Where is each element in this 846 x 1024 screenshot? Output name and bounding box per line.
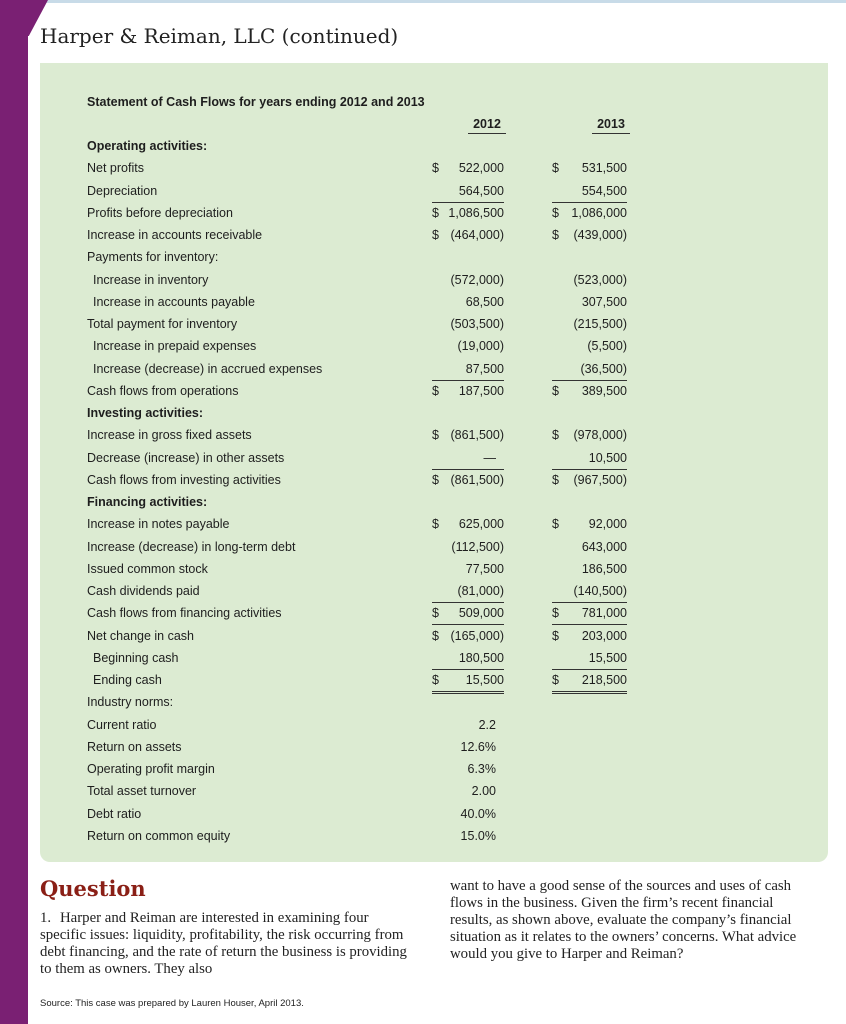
statement-row: [87, 317, 647, 335]
statement-row: [87, 495, 647, 513]
row-label: Total asset turnover: [87, 784, 197, 799]
amount-2013: 643,000: [581, 539, 627, 554]
value-cell-2013: [552, 295, 627, 313]
value-cell-2012: [432, 807, 504, 825]
value-cell-2012: [432, 718, 504, 736]
row-label: Financing activities:: [87, 495, 208, 509]
currency-symbol: $: [432, 161, 439, 176]
value-cell-2013: [552, 228, 627, 246]
row-label: Ending cash: [93, 673, 162, 687]
value-cell-2013: [552, 562, 627, 580]
amount-2012: 2.00: [471, 784, 496, 799]
value-cell-2013: [552, 629, 627, 647]
amount-2012: (464,000): [450, 228, 504, 242]
statement-row: [87, 740, 647, 758]
amount-2013: (5,500): [587, 339, 627, 354]
amount-2012: 509,000: [458, 606, 504, 621]
amount-2012: 15,500: [465, 673, 504, 687]
currency-symbol: $: [432, 673, 439, 687]
amount-2012: 87,500: [465, 361, 504, 376]
row-label: Total payment for inventory: [87, 317, 238, 331]
value-cell-2013: [552, 184, 627, 203]
amount-2013: (36,500): [580, 361, 627, 376]
value-cell-2013: [552, 362, 627, 381]
amount-2012: 12.6%: [460, 739, 496, 754]
statement-row: [87, 517, 647, 535]
currency-symbol: $: [552, 606, 559, 621]
amount-2012: (861,500): [450, 472, 504, 487]
amount-2013: 389,500: [581, 383, 627, 398]
amount-2012: 68,500: [465, 294, 504, 309]
value-cell-2012: [432, 651, 504, 670]
statement-row: [87, 584, 647, 602]
value-cell-2013: [552, 584, 627, 603]
statement-row: [87, 428, 647, 446]
row-label: Current ratio: [87, 717, 157, 732]
value-cell-2013: [552, 651, 627, 670]
statement-row: [87, 718, 647, 736]
statement-row: [87, 651, 647, 669]
value-cell-2012: [432, 473, 504, 491]
amount-2013: 203,000: [581, 628, 627, 643]
amount-2012: —: [483, 450, 496, 465]
amount-2013: (439,000): [573, 228, 627, 242]
value-cell-2013: [552, 540, 627, 558]
amount-2012: (572,000): [450, 272, 504, 287]
question-text-right: want to have a good sense of the sources and uses of cash flows in the business. Given the firm’s recent financial results, as shown above, evaluate the company’s financial situation as it relates to the owners’ concerns. What advice would you give to Harper and Reiman?: [450, 878, 797, 962]
value-cell-2012: [432, 317, 504, 335]
statement-row: [87, 384, 647, 402]
statement-row: [87, 206, 647, 224]
amount-2012: 625,000: [458, 517, 504, 532]
currency-symbol: $: [552, 383, 559, 398]
question-body-left: Harper and Reiman are interested in examining four specific issues: liquidity, profitability, the risk occurring from debt financing, and the rate of return the business is providing to them as owners. They also: [40, 910, 407, 977]
question-number: 1.: [40, 910, 52, 926]
value-cell-2012: [432, 273, 504, 291]
value-cell-2012: [432, 606, 504, 625]
statement-row: [87, 829, 647, 847]
amount-2012: (861,500): [450, 428, 504, 443]
row-label: Cash flows from operations: [87, 383, 239, 398]
statement-row: [87, 562, 647, 580]
value-cell-2012: [432, 784, 504, 802]
amount-2012: 2.2: [478, 717, 496, 732]
amount-2013: (967,500): [573, 472, 627, 487]
value-cell-2013: [552, 206, 627, 224]
currency-symbol: $: [432, 383, 439, 398]
amount-2012: (81,000): [457, 584, 504, 598]
amount-2012: 15.0%: [460, 828, 496, 843]
column-header-2013: 2013: [592, 117, 630, 134]
amount-2013: 10,500: [588, 450, 627, 465]
amount-2012: (503,500): [450, 317, 504, 331]
row-label: Operating profit margin: [87, 762, 215, 776]
amount-2012: 564,500: [458, 183, 504, 198]
source-note: Source: This case was prepared by Lauren Houser, April 2013.: [40, 998, 304, 1009]
row-label: Increase in gross fixed assets: [87, 428, 252, 443]
amount-2013: (215,500): [573, 317, 627, 331]
amount-2012: (165,000): [450, 628, 504, 643]
amount-2013: 218,500: [581, 673, 627, 687]
value-cell-2012: [432, 161, 504, 179]
statement-row: [87, 139, 647, 157]
amount-2013: (978,000): [573, 428, 627, 443]
row-label: Increase in notes payable: [87, 517, 230, 532]
row-label: Increase in accounts receivable: [87, 228, 263, 242]
row-label: Increase (decrease) in long-term debt: [87, 539, 296, 554]
currency-symbol: $: [432, 205, 439, 220]
value-cell-2012: [432, 228, 504, 246]
statement-row: [87, 673, 647, 691]
row-label: Payments for inventory:: [87, 250, 219, 265]
top-rule: [0, 0, 846, 3]
statement-row: [87, 762, 647, 780]
amount-2012: 522,000: [458, 161, 504, 176]
currency-symbol: $: [552, 161, 559, 176]
currency-symbol: $: [552, 428, 559, 443]
currency-symbol: $: [432, 517, 439, 532]
value-cell-2013: [552, 428, 627, 446]
value-cell-2013: [552, 339, 627, 357]
value-cell-2012: [432, 762, 504, 780]
row-label: Debt ratio: [87, 806, 142, 821]
amount-2013: 554,500: [581, 183, 627, 198]
statement-row: [87, 695, 647, 713]
statement-row: [87, 273, 647, 291]
amount-2012: 40.0%: [460, 806, 496, 821]
statement-row: [87, 451, 647, 469]
currency-symbol: $: [552, 472, 559, 487]
row-label: Return on common equity: [87, 828, 231, 843]
row-label: Increase in accounts payable: [93, 294, 255, 309]
value-cell-2013: [552, 317, 627, 335]
value-cell-2012: [432, 295, 504, 313]
amount-2012: 77,500: [465, 561, 504, 576]
amount-2013: 307,500: [581, 294, 627, 309]
row-label: Net change in cash: [87, 628, 195, 643]
statement-row: [87, 228, 647, 246]
value-cell-2012: [432, 451, 504, 470]
currency-symbol: $: [552, 228, 559, 242]
value-cell-2013: [552, 473, 627, 491]
currency-symbol: $: [552, 628, 559, 643]
value-cell-2012: [432, 184, 504, 203]
amount-2012: (19,000): [457, 339, 504, 354]
currency-symbol: $: [432, 472, 439, 487]
amount-2012: 1,086,500: [448, 205, 504, 220]
statement-row: [87, 362, 647, 380]
row-label: Operating activities:: [87, 139, 208, 153]
row-label: Increase in prepaid expenses: [93, 339, 257, 354]
value-cell-2013: [552, 451, 627, 470]
value-cell-2013: [552, 273, 627, 291]
row-label: Return on assets: [87, 739, 182, 754]
amount-2013: 781,000: [581, 606, 627, 621]
amount-2012: 187,500: [458, 383, 504, 398]
amount-2013: (140,500): [573, 584, 627, 598]
side-accent-bar: [0, 0, 28, 1024]
statement-row: [87, 406, 647, 424]
row-label: Issued common stock: [87, 561, 208, 576]
value-cell-2012: [432, 673, 504, 694]
question-text-left: [40, 910, 408, 978]
statement-row: [87, 184, 647, 202]
row-label: Cash dividends paid: [87, 584, 200, 598]
value-cell-2012: [432, 339, 504, 357]
row-label: Cash flows from financing activities: [87, 606, 282, 621]
value-cell-2012: [432, 740, 504, 758]
row-label: Profits before depreciation: [87, 205, 233, 220]
value-cell-2012: [432, 562, 504, 580]
currency-symbol: $: [432, 628, 439, 643]
amount-2013: (523,000): [573, 272, 627, 287]
row-label: Increase in inventory: [93, 272, 209, 287]
statement-row: [87, 339, 647, 357]
statement-row: [87, 784, 647, 802]
statement-row: [87, 629, 647, 647]
value-cell-2012: [432, 629, 504, 647]
amount-2013: 186,500: [581, 561, 627, 576]
currency-symbol: $: [552, 673, 559, 687]
value-cell-2012: [432, 517, 504, 535]
currency-symbol: $: [432, 606, 439, 621]
row-label: Increase (decrease) in accrued expenses: [93, 361, 323, 376]
currency-symbol: $: [552, 517, 559, 532]
statement-row: [87, 161, 647, 179]
page-title: Harper & Reiman, LLC (continued): [40, 24, 399, 48]
amount-2013: 15,500: [588, 650, 627, 665]
row-label: Net profits: [87, 161, 144, 176]
currency-symbol: $: [432, 228, 439, 242]
value-cell-2013: [552, 517, 627, 535]
value-cell-2013: [552, 384, 627, 402]
row-label: Industry norms:: [87, 695, 174, 710]
row-label: Decrease (increase) in other assets: [87, 450, 285, 465]
statement-row: [87, 473, 647, 491]
statement-row: [87, 295, 647, 313]
row-label: Depreciation: [87, 183, 158, 198]
value-cell-2013: [552, 673, 627, 694]
value-cell-2013: [552, 161, 627, 179]
row-label: Beginning cash: [93, 650, 179, 665]
statement-row: [87, 540, 647, 558]
value-cell-2012: [432, 384, 504, 402]
amount-2013: 531,500: [581, 161, 627, 176]
amount-2012: 180,500: [458, 650, 504, 665]
statement-row: [87, 807, 647, 825]
value-cell-2012: [432, 206, 504, 224]
currency-symbol: $: [432, 428, 439, 443]
question-heading: Question: [40, 876, 146, 901]
currency-symbol: $: [552, 205, 559, 220]
value-cell-2012: [432, 362, 504, 381]
amount-2013: 92,000: [588, 517, 627, 532]
value-cell-2012: [432, 584, 504, 603]
amount-2013: 1,086,000: [571, 205, 627, 220]
column-header-2012: 2012: [468, 117, 506, 134]
statement-row: [87, 606, 647, 624]
amount-2012: (112,500): [451, 539, 504, 554]
row-label: Investing activities:: [87, 406, 204, 420]
value-cell-2012: [432, 829, 504, 847]
amount-2012: 6.3%: [467, 762, 496, 776]
value-cell-2013: [552, 606, 627, 625]
value-cell-2012: [432, 540, 504, 558]
statement-title: Statement of Cash Flows for years ending 2012 and 2013: [87, 95, 425, 109]
row-label: Cash flows from investing activities: [87, 472, 281, 487]
value-cell-2012: [432, 428, 504, 446]
statement-row: [87, 250, 647, 268]
